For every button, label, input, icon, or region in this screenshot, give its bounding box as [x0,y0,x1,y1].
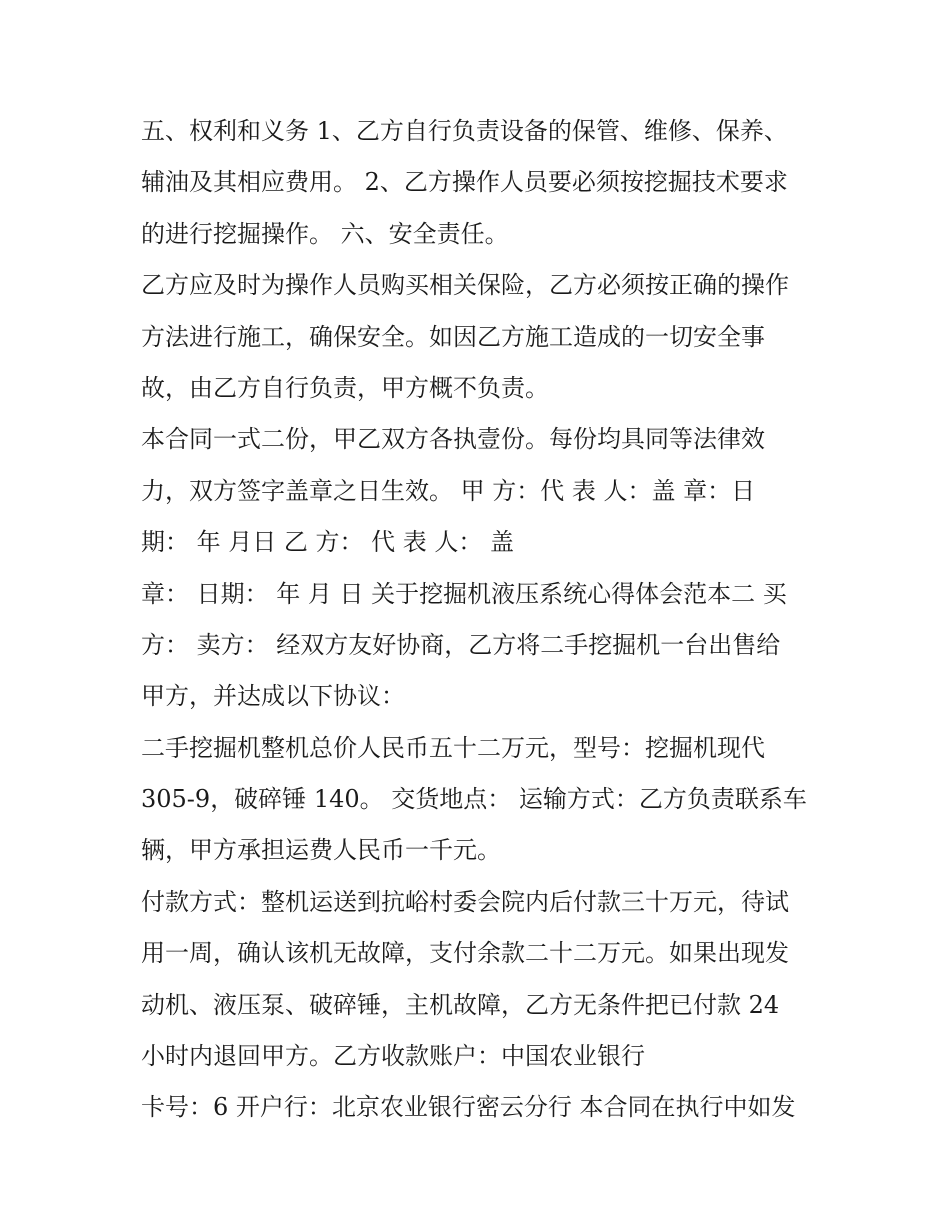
text-line: 期： 年 月日 乙 方： 代 表 人： 盖 [141,528,515,557]
text-line: 用一周，确认该机无故障，支付余款二十二万元。如果出现发 [141,939,789,968]
text-line: 五、权利和义务 1、乙方自行负责设备的保管、维修、保养、 [141,117,788,145]
text-line: 本合同一式二份，甲乙双方各执壹份。每份均具同等法律效 [141,425,765,454]
text-line: 章： 日期： 年 月 日 关于挖掘机液压系统心得体会范本二 买 [141,579,787,608]
text-line: 辅油及其相应费用。 2、乙方操作人员要必须按挖掘技术要求 [141,168,788,197]
text-line: 305-9，破碎锤 140。 交货地点： 运输方式：乙方负责联系车 [141,785,807,814]
text-line: 力，双方签字盖章之日生效。 甲 方：代 表 人：盖 章：日 [141,476,756,505]
text-line: 乙方应及时为操作人员购买相关保险，乙方必须按正确的操作 [141,271,789,300]
text-line: 二手挖掘机整机总价人民币五十二万元，型号：挖掘机现代 [141,733,765,762]
text-line: 辆，甲方承担运费人民币一千元。 [141,836,501,865]
text-line: 动机、液压泵、破碎锤，主机故障，乙方无条件把已付款 24 [141,990,780,1019]
contract-text [141,106,821,1134]
text-line: 小时内退回甲方。乙方收款账户：中国农业银行 [141,1042,645,1071]
text-line: 的进行挖掘操作。 六、安全责任。 [141,219,509,248]
text-line: 甲方，并达成以下协议： [141,682,405,711]
text-line: 卡号：6 开户行：北京农业银行密云分行 本合同在执行中如发 [141,1093,796,1122]
text-line: 方法进行施工，确保安全。如因乙方施工造成的一切安全事 [141,322,765,351]
text-line: 方： 卖方： 经双方友好协商，乙方将二手挖掘机一台出售给 [141,630,781,659]
text-line: 付款方式：整机运送到抗峪村委会院内后付款三十万元，待试 [141,887,789,916]
text-line: 故，由乙方自行负责，甲方概不负责。 [141,373,549,402]
